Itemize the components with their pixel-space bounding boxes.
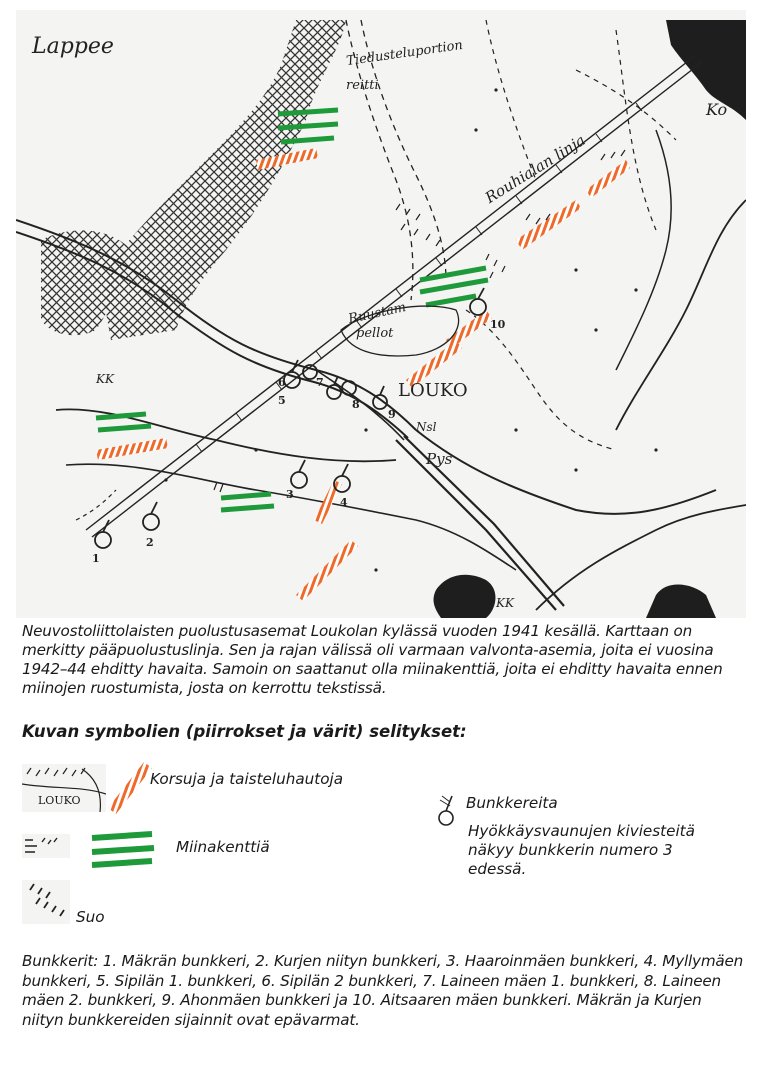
legend-suo-label: Suo xyxy=(76,908,105,926)
label-lappee: Lappee xyxy=(32,34,114,59)
lake-bottom xyxy=(434,575,496,618)
legend-thumb-minefield-drawing xyxy=(22,834,70,858)
legend-title: Kuvan symbolien (piirrokset ja värit) selitykset: xyxy=(22,722,467,741)
label-ko: Ko xyxy=(706,100,728,119)
bunker-number: 10 xyxy=(490,318,506,331)
map-caption: Neuvostoliittolaisten puolustusasemat Loukolan kylässä vuoden 1941 kesällä. Karttaan on merkitty pääpuolustuslinja. Sen ja rajan välissä oli varmaan valvonta-asemia, joita ei vuosina 1942–44 ehditty havaita. Samoin on saattanut olla miinakenttiä, joita ei ehditty havaita ennen miinojen ruostumista, josta on kerrottu tekstissä. xyxy=(22,622,723,697)
bunker-number: 4 xyxy=(340,496,348,509)
legend-thumb-minefield xyxy=(22,834,70,858)
map-figure xyxy=(16,10,746,618)
label-tiedustelu: Tiedusteluportion xyxy=(345,37,464,70)
label-kk-left: KK xyxy=(96,372,114,386)
legend-miinakenttia-label: Miinakenttiä xyxy=(176,838,270,856)
label-louko: LOUKO xyxy=(398,380,468,401)
legend-minefield-icon xyxy=(88,830,158,870)
legend-thumb-louko xyxy=(22,764,106,812)
label-reitti: reitti xyxy=(346,78,379,93)
bunker-number: 7 xyxy=(316,376,324,389)
label-rouhialan-linja: Rouhialan linja xyxy=(481,131,589,207)
bunker-number: 1 xyxy=(92,552,100,565)
legend-korsuja-label: Korsuja ja taisteluhautoja xyxy=(150,770,344,788)
label-nsl: Nsl xyxy=(416,420,437,434)
bunker-icon xyxy=(434,790,460,830)
legend-trench-icon xyxy=(104,758,154,814)
swamp-area-top xyxy=(105,20,346,340)
bunker-number: 8 xyxy=(352,398,360,411)
bunker-number: 6 xyxy=(278,376,286,389)
label-ruustan: Ruustam xyxy=(347,300,408,327)
label-kk-bottom: KK xyxy=(496,596,514,610)
bunker-number: 5 xyxy=(278,394,286,407)
legend-bunkkereita-note: Hyökkäysvaunujen kiviesteitä näkyy bunkkerin numero 3 edessä. xyxy=(468,822,695,878)
bunker-number: 9 xyxy=(388,408,396,421)
label-pellot: pellot xyxy=(356,326,394,341)
legend-thumb-louko-label: LOUKO xyxy=(38,794,81,807)
lake-bottom-right xyxy=(646,584,716,618)
bunker-list: Bunkkerit: 1. Mäkrän bunkkeri, 2. Kurjen niityn bunkkeri, 3. Haaroinmäen bunkkeri, 4. Myllymäen bunkkeri, 5. Sipilän 1. bunkkeri, 6. Sipilän 2 bunkkeri, 7. Laineen mäen 1. bunkkeri, 8. Laineen mäen 2. bunkkeri, 9. Ahonmäen bunkkeri ja 10. Aitsaaren mäen bunkkeri. Mäkrän ja Kurjen niityn bunkkereiden sijainnit ovat epävarmat. xyxy=(22,952,744,1029)
bunker-number: 2 xyxy=(146,536,154,549)
legend-thumb-swamp xyxy=(22,880,70,924)
label-pys: Pys xyxy=(426,450,453,468)
bunker-number: 3 xyxy=(286,488,294,501)
legend-bunkkereita-label: Bunkkereita xyxy=(466,794,558,812)
legend-thumb-swamp-drawing xyxy=(22,880,70,924)
